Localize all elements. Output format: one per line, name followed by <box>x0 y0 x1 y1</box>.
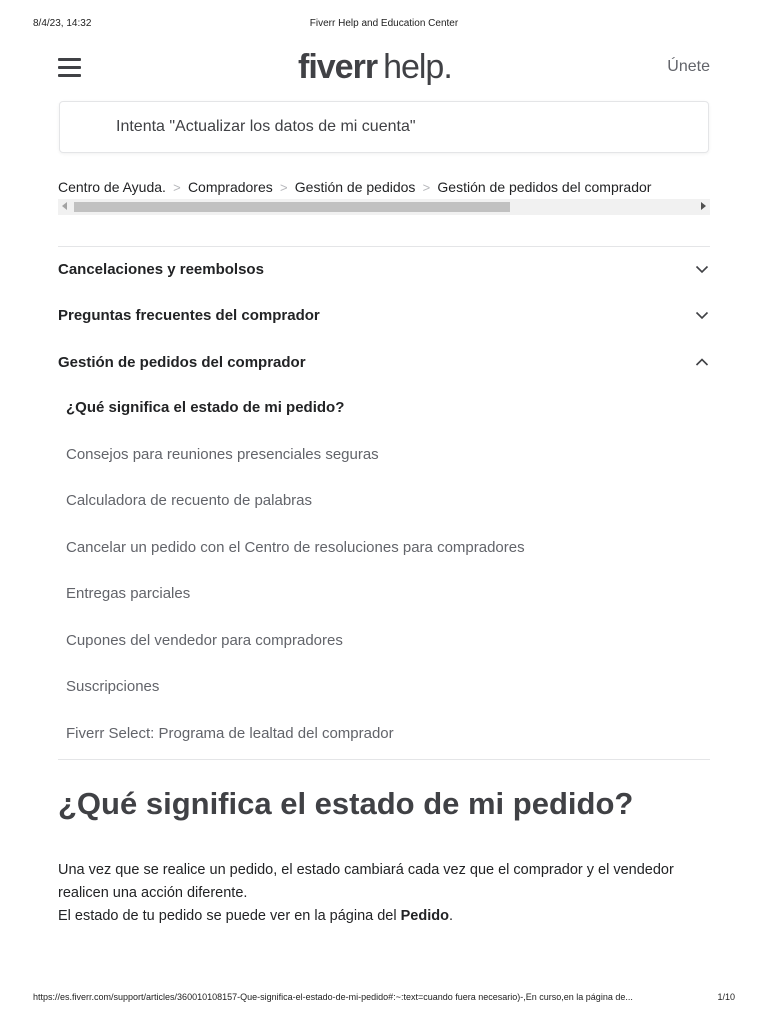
article-link-word-count[interactable]: Calculadora de recuento de palabras <box>66 492 312 509</box>
paragraph-text: . <box>448 908 453 924</box>
paragraph-line: Una vez que se realice un pedido, el estado cambiará cada vez que el comprador y el vendedor <box>58 862 674 878</box>
breadcrumb-scrollbar[interactable] <box>58 199 710 215</box>
logo-suffix: help. <box>383 48 452 86</box>
breadcrumb-item-help-center[interactable]: Centro de Ayuda. <box>58 179 166 196</box>
chevron-right-icon: > <box>422 179 431 195</box>
scrollbar-thumb[interactable] <box>74 202 510 212</box>
chevron-down-icon <box>694 307 710 323</box>
breadcrumb-item-buyers[interactable]: Compradores <box>187 179 273 196</box>
chevron-right-icon: > <box>279 179 288 195</box>
print-date: 8/4/23, 14:32 <box>33 18 92 29</box>
chevron-down-icon <box>694 261 710 277</box>
chevron-right-icon: > <box>173 179 181 195</box>
section-cancellations-refunds[interactable] <box>58 255 710 285</box>
paragraph-text: El estado de tu pedido se puede ver en la página del <box>58 908 401 924</box>
section-buyer-faq[interactable] <box>58 301 710 331</box>
order-page-bold: Pedido <box>400 908 449 924</box>
paragraph-line: realicen una acción diferente. <box>58 885 248 901</box>
hamburger-menu-icon[interactable] <box>58 57 82 77</box>
print-footer <box>0 992 768 1006</box>
print-title: Fiverr Help and Education Center <box>309 18 459 29</box>
article-link-order-status[interactable]: ¿Qué significa el estado de mi pedido? <box>66 399 345 416</box>
join-link[interactable]: Únete <box>667 58 710 75</box>
section-label: Gestión de pedidos del comprador <box>58 354 306 371</box>
article-paragraph <box>58 859 710 928</box>
breadcrumb <box>58 178 651 198</box>
divider <box>58 246 710 247</box>
print-page-number: 1/10 <box>717 992 735 1002</box>
divider <box>58 759 710 760</box>
article-link-partial-deliveries[interactable]: Entregas parciales <box>66 585 191 602</box>
logo-brand: fiverr <box>298 48 378 86</box>
chevron-up-icon <box>694 354 710 370</box>
article-title: ¿Qué significa el estado de mi pedido? <box>58 786 634 821</box>
search-input[interactable] <box>59 101 709 153</box>
print-url: https://es.fiverr.com/support/articles/360010108157-Que-significa-el-estado-de-mi-pedido#:~:text=cuando fuera necesario)-,En curso,en la página de... <box>33 992 633 1002</box>
breadcrumb-item-order-management[interactable]: Gestión de pedidos <box>294 179 416 196</box>
article-link-safe-meetings[interactable]: Consejos para reuniones presenciales seguras <box>66 446 379 463</box>
fiverr-help-logo[interactable] <box>298 48 452 88</box>
print-header <box>0 18 768 32</box>
article-link-cancel-order[interactable]: Cancelar un pedido con el Centro de resoluciones para compradores <box>66 539 525 556</box>
scroll-right-arrow-icon[interactable] <box>701 202 706 210</box>
article-link-subscriptions[interactable]: Suscripciones <box>66 678 160 695</box>
article-link-fiverr-select[interactable]: Fiverr Select: Programa de lealtad del comprador <box>66 725 394 742</box>
breadcrumb-item-buyer-order-management[interactable]: Gestión de pedidos del comprador <box>437 179 652 196</box>
scroll-left-arrow-icon[interactable] <box>62 202 67 210</box>
paragraph-line <box>58 905 710 928</box>
article-link-seller-coupons[interactable]: Cupones del vendedor para compradores <box>66 632 343 649</box>
section-buyer-order-management[interactable] <box>58 348 710 378</box>
search-placeholder: Intenta "Actualizar los datos de mi cuenta" <box>116 118 416 135</box>
section-label: Preguntas frecuentes del comprador <box>58 307 320 324</box>
section-label: Cancelaciones y reembolsos <box>58 261 264 278</box>
